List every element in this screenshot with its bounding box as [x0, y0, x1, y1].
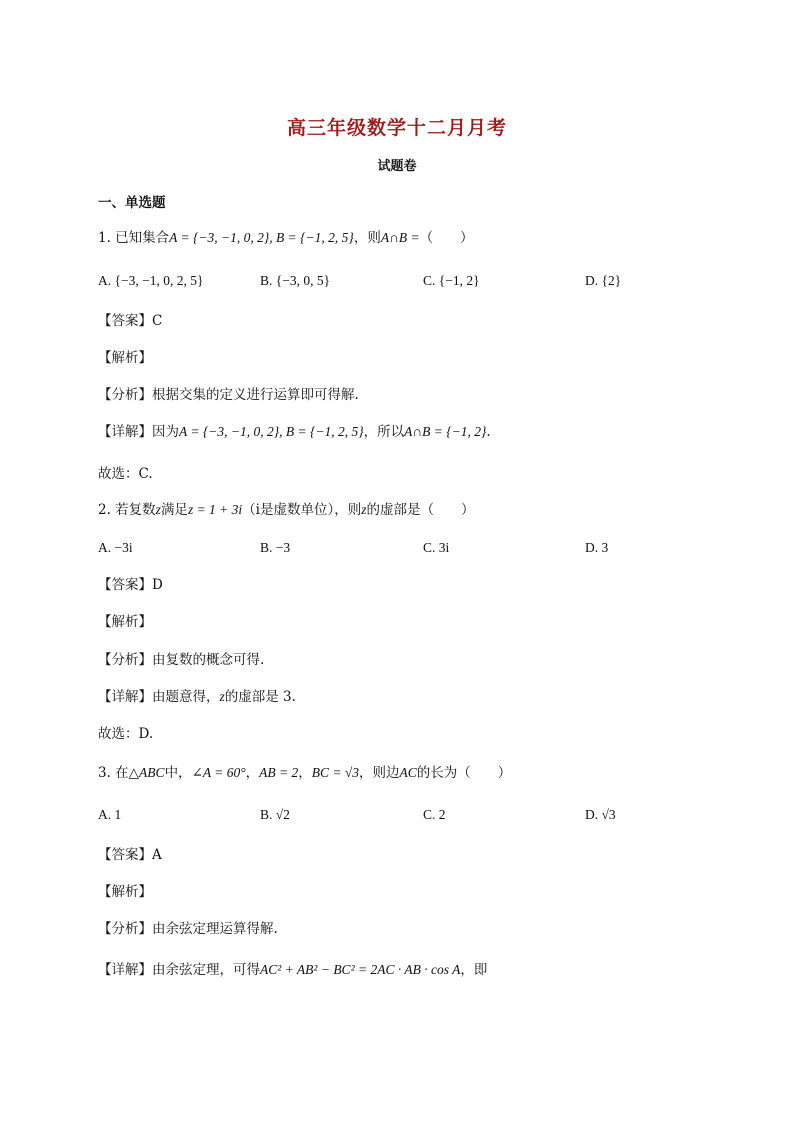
- q2-stem-suffix: （i是虚数单位），则: [242, 502, 362, 518]
- q1-xiangjie-math2: A∩B = {−1, 2}: [404, 424, 487, 439]
- q1-option-b: B. {−3, 0, 5}: [260, 273, 331, 288]
- q3-stem-mid1: 中，: [164, 765, 192, 781]
- exam-title: 高三年级数学十二月月考: [286, 117, 507, 139]
- q2-stem-z: z: [155, 502, 161, 517]
- section-heading: 一、单选题: [98, 195, 166, 211]
- q2-stem-z2: z: [361, 502, 367, 517]
- q3-stem-ab: AB = 2: [259, 765, 299, 780]
- q1-stem-math2: A∩B =: [380, 230, 420, 245]
- q1-answer: 【答案】C: [98, 313, 163, 329]
- q1-option-d: D. {2}: [585, 273, 622, 288]
- q2-xiangjie-end: 的虚部是 3.: [224, 689, 296, 705]
- q2-option-c: C. 3i: [423, 540, 450, 555]
- q1-xiangjie-prefix: 【详解】因为: [98, 424, 179, 440]
- q1-fenxi: 【分析】根据交集的定义进行运算即可得解.: [98, 387, 359, 403]
- q2-stem: [98, 500, 475, 520]
- q1-analysis-label: 【解析】: [98, 350, 152, 366]
- exam-subtitle: 试题卷: [377, 159, 417, 174]
- q3-fenxi: 【分析】由余弦定理运算得解.: [98, 921, 278, 937]
- q3-stem-end: 的长为（ ）: [416, 765, 512, 781]
- q2-stem-mid: 满足: [160, 502, 188, 518]
- q3-option-c: C. 2: [423, 807, 446, 822]
- q2-option-d: D. 3: [585, 540, 609, 555]
- q1-stem: [98, 228, 474, 248]
- q3-xiangjie: [98, 960, 487, 980]
- q3-stem-bc: BC = √3: [311, 765, 360, 780]
- q1-stem-suffix: （ ）: [419, 230, 474, 246]
- q1-option-c: C. {−1, 2}: [423, 273, 480, 288]
- q2-stem-end: 的虚部是（ ）: [366, 502, 475, 518]
- q1-stem-prefix: 1. 已知集合: [98, 230, 170, 246]
- q3-stem-ac: AC: [399, 765, 417, 780]
- q1-option-a: A. {−3, −1, 0, 2, 5}: [98, 273, 204, 288]
- q1-xiangjie-end: .: [486, 424, 491, 440]
- q2-option-b: B. −3: [260, 540, 291, 555]
- q3-answer: 【答案】A: [98, 847, 162, 863]
- q3-option-d: D. √3: [585, 807, 616, 822]
- q3-stem-mid2: ，则边: [359, 765, 400, 781]
- q1-xiangjie: [98, 422, 491, 442]
- q3-stem-triangle: △ABC: [128, 765, 165, 780]
- q1-xiangjie-math: A = {−3, −1, 0, 2}, B = {−1, 2, 5}: [179, 424, 364, 439]
- q2-guxuan: 故选：D.: [98, 726, 154, 742]
- q2-analysis-label: 【解析】: [98, 614, 152, 630]
- q2-fenxi: 【分析】由复数的概念可得.: [98, 652, 265, 668]
- q3-xiangjie-end: ，即: [460, 962, 488, 978]
- q3-stem-prefix: 3. 在: [98, 765, 129, 781]
- q2-xiangjie: [98, 687, 296, 707]
- q1-stem-math: A = {−3, −1, 0, 2}, B = {−1, 2, 5}: [169, 230, 354, 245]
- q3-option-b: B. √2: [260, 807, 290, 822]
- q3-stem-angle: ∠A = 60°: [191, 765, 246, 780]
- q3-stem: [98, 763, 511, 783]
- q3-stem-sep2: ，: [298, 765, 312, 781]
- q1-xiangjie-mid: ，所以: [363, 424, 405, 440]
- q3-xiangjie-math: AC² + AB² − BC² = 2AC · AB · cos A: [260, 962, 461, 977]
- q3-analysis-label: 【解析】: [98, 884, 152, 900]
- q2-option-a: A. −3i: [98, 540, 133, 555]
- q3-option-a: A. 1: [98, 807, 122, 822]
- q3-stem-sep1: ，: [245, 765, 260, 781]
- q2-xiangjie-z: z: [219, 689, 225, 704]
- q1-guxuan: 故选：C.: [98, 466, 153, 482]
- q2-xiangjie-prefix: 【详解】由题意得，: [98, 689, 220, 705]
- q2-stem-math: z = 1 + 3i: [187, 502, 243, 517]
- q1-stem-mid: ，则: [353, 230, 381, 246]
- q2-answer: 【答案】D: [98, 577, 163, 593]
- q3-xiangjie-prefix: 【详解】由余弦定理，可得: [98, 962, 260, 978]
- q2-stem-prefix: 2. 若复数: [98, 502, 156, 518]
